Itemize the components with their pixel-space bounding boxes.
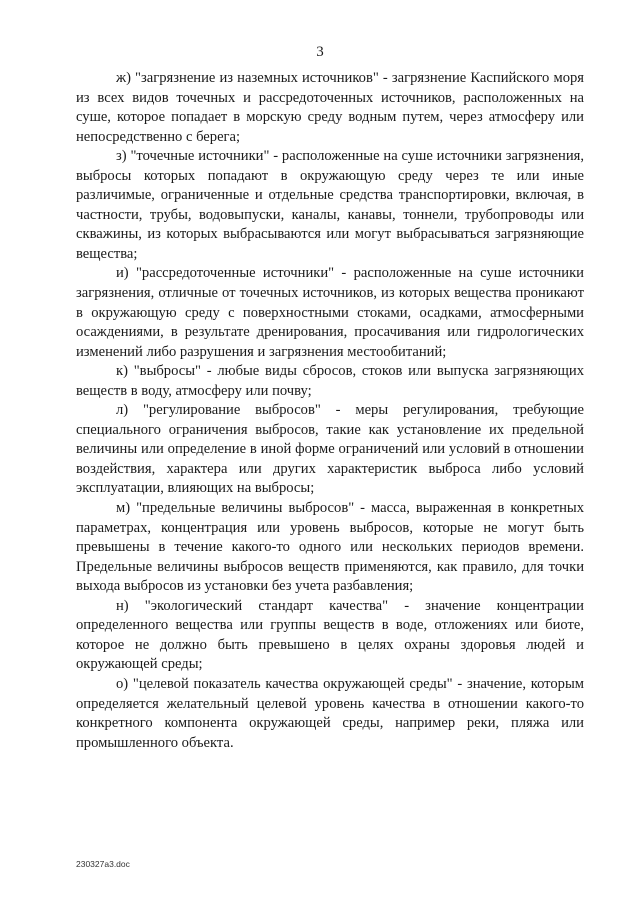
paragraph-i: и) "рассредоточенные источники" - расположенные на суше источники загрязнения, отличные от точечных источников, из которых вещества проникают в окружающую среду с поверхностными стоками, осадками, атмосферными осаждениями, в результате дренирования, просачивания или гидрологических изменений либо разрушения и загрязнения местообитаний; <box>76 265 584 360</box>
paragraph-o: о) "целевой показатель качества окружающей среды" - значение, которым определяется желательный целевой уровень качества в отношении какого-то конкретного компонента окружающей среды, например реки, пляжа или промышленного объекта. <box>76 675 584 751</box>
document-body <box>76 69 584 753</box>
paragraph-z: з) "точечные источники" - расположенные на суше источники загрязнения, выбросы которых попадают в окружающую среду через те или иные различимые, ограниченные и отдельные средства транспортировки, включая, в частности, трубы, водовыпуски, каналы, канавы, тоннели, трубопроводы или скважины, из которых выбрасываются или могут выбрасываться загрязняющие вещества; <box>76 148 584 262</box>
paragraph-m: м) "предельные величины выбросов" - масса, выраженная в конкретных параметрах, концентрация или уровень выбросов, которые не могут быть превышены в течение какого-то одного или нескольких периодов времени. Предельные величины выбросов веществ применяются, как правило, для точки выхода выбросов из установки без учета разбавления; <box>76 500 584 595</box>
paragraph-k: к) "выбросы" - любые виды сбросов, стоков или выпуска загрязняющих веществ в воду, атмосферу или почву; <box>76 363 584 399</box>
page-number: 3 <box>316 44 324 60</box>
paragraph-zh: ж) "загрязнение из наземных источников" - загрязнение Каспийского моря из всех видов точечных и рассредоточенных источников, расположенных на суше, которое попадает в морскую среду водным путем, через атмосферу или непосредственно с берега; <box>76 70 584 145</box>
footer-filename: 230327a3.doc <box>76 859 130 869</box>
paragraph-n: н) "экологический стандарт качества" - значение концентрации определенного вещества или группы веществ в воде, отложениях или биоте, которое не должно быть превышено в целях охраны здоровья людей и окружающей среды; <box>76 597 584 673</box>
paragraph-l: л) "регулирование выбросов" - меры регулирования, требующие специального ограничения выбросов, такие как установление их предельной величины или определение в иной форме ограничений или условий в отношении воздействия, характера или других характеристик выброса либо условий эксплуатации, влияющих на выбросы; <box>76 402 584 497</box>
